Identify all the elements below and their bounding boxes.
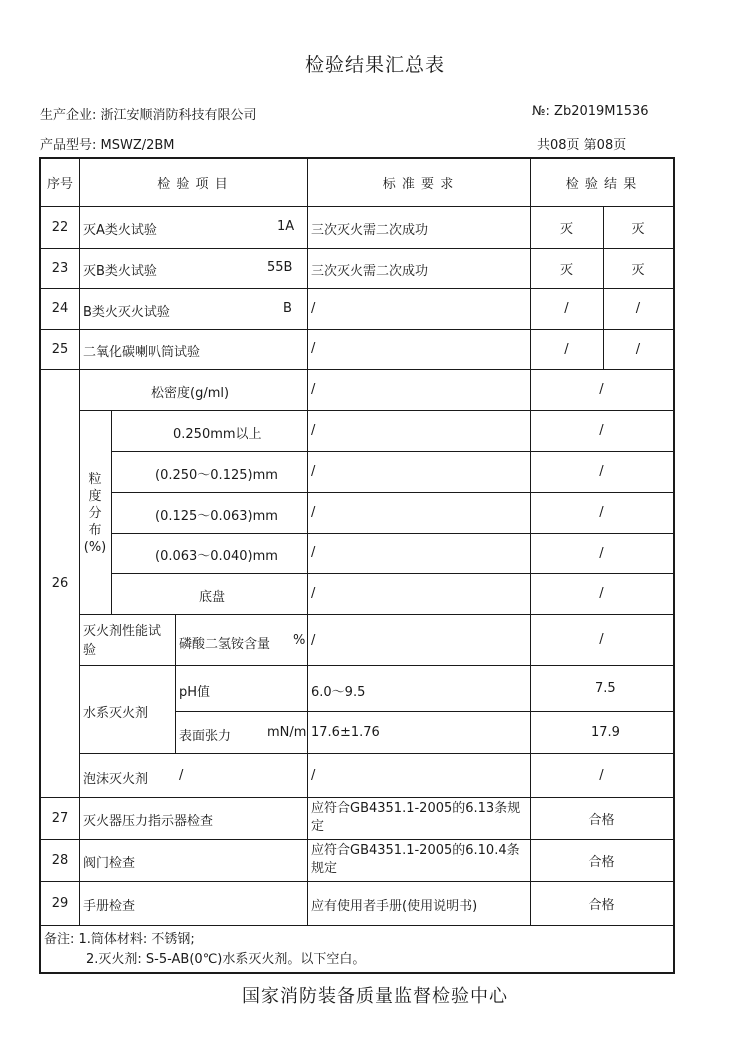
row-standard: 三次灭火需二次成功 xyxy=(311,223,429,238)
row-divider xyxy=(79,665,673,666)
row-result-1: / xyxy=(564,341,569,357)
row-seq: 23 xyxy=(51,260,69,276)
granularity-standard: / xyxy=(311,586,316,601)
agent-performance-standard: / xyxy=(311,633,316,648)
row-result-2: / xyxy=(635,341,641,357)
notes-line-2: 2.灭火剂: S-5-AB(0℃)水系灭火剂。以下空白。 xyxy=(86,952,366,967)
product-model: 产品型号: MSWZ/2BM xyxy=(40,138,175,153)
row-divider xyxy=(41,925,673,926)
row-seq: 25 xyxy=(51,341,69,357)
row-seq: 22 xyxy=(51,219,69,235)
row-standard: / xyxy=(311,341,316,356)
header-seq: 序号 xyxy=(46,177,73,192)
producer: 生产企业: 浙江安顺消防科技有限公司 xyxy=(40,108,257,123)
ph-standard: 6.0～9.5 xyxy=(311,685,366,700)
row-result-2: 灭 xyxy=(631,262,645,278)
agent-performance-unit: % xyxy=(293,633,306,648)
water-based-group: 水系灭火剂 xyxy=(83,706,149,721)
granularity-item: 底盘 xyxy=(199,590,226,605)
row-result-1: / xyxy=(564,301,569,316)
ph-item: pH值 xyxy=(179,685,211,700)
row-seq: 28 xyxy=(51,852,69,868)
row-level: 55B xyxy=(267,260,293,275)
row-result-2: 灭 xyxy=(631,221,645,237)
result-table xyxy=(39,157,675,974)
row-result-1: 灭 xyxy=(559,221,573,237)
row-item: 二氧化碳喇叭筒试验 xyxy=(83,345,201,360)
foam-item: / xyxy=(179,768,184,783)
row-level: 1A xyxy=(277,219,295,234)
row-standard: 三次灭火需二次成功 xyxy=(311,264,429,279)
agent-performance-group: 灭火剂性能试验 xyxy=(83,624,162,658)
row-item: 灭火器压力指示器检查 xyxy=(83,814,214,829)
page-count: 共08页 第08页 xyxy=(537,138,627,153)
row-standard: 应符合GB4351.1-2005的6.10.4条规定 xyxy=(311,843,520,876)
header-standard: 标 准 要 求 xyxy=(382,177,455,192)
issuing-organization: 国家消防装备质量监督检验中心 xyxy=(242,986,508,1007)
row-seq: 26 xyxy=(51,575,69,591)
bulk-density-item: 松密度(g/ml) xyxy=(151,386,230,401)
row-divider xyxy=(175,711,673,712)
row-result: 合格 xyxy=(588,854,615,870)
row-result: 合格 xyxy=(588,897,615,913)
granularity-group-label: 粒 度 分 布 (%) xyxy=(83,472,107,555)
header-result: 检 验 结 果 xyxy=(565,177,638,192)
row-standard: / xyxy=(311,301,316,316)
row-result-1: 灭 xyxy=(559,262,573,278)
row-item: B类火灭火试验 xyxy=(83,305,170,320)
granularity-result: / xyxy=(599,423,604,438)
foam-result: / xyxy=(599,767,604,783)
row-seq: 29 xyxy=(51,895,69,911)
page-title: 检验结果汇总表 xyxy=(304,54,445,76)
granularity-standard: / xyxy=(311,423,316,438)
surface-tension-unit: mN/m xyxy=(267,725,307,740)
report-number: №: Zb2019M1536 xyxy=(532,104,649,119)
granularity-item: 0.250mm以上 xyxy=(173,427,262,442)
surface-tension-standard: 17.6±1.76 xyxy=(311,725,380,740)
row-item: 阀门检查 xyxy=(83,856,136,871)
row-result-2: / xyxy=(635,301,641,316)
column-divider xyxy=(307,159,308,925)
row-level: B xyxy=(283,301,292,316)
ph-result: 7.5 xyxy=(595,681,616,696)
foam-group: 泡沫灭火剂 xyxy=(83,772,149,787)
header-item: 检 验 项 目 xyxy=(157,177,229,192)
granularity-item: (0.250～0.125)mm xyxy=(155,468,278,483)
granularity-standard: / xyxy=(311,505,316,520)
surface-tension-item: 表面张力 xyxy=(179,729,232,744)
column-divider xyxy=(175,614,176,753)
bulk-density-standard: / xyxy=(311,382,316,397)
surface-tension-result: 17.9 xyxy=(591,725,620,740)
granularity-standard: / xyxy=(311,545,316,560)
row-standard: 应有使用者手册(使用说明书) xyxy=(311,899,478,914)
row-result: 合格 xyxy=(588,812,615,828)
row-item: 灭B类火试验 xyxy=(83,264,157,279)
bulk-density-result: / xyxy=(599,382,604,397)
granularity-result: / xyxy=(599,505,604,520)
agent-performance-item: 磷酸二氢铵含量 xyxy=(179,637,271,652)
row-seq: 24 xyxy=(51,301,69,316)
foam-standard: / xyxy=(311,768,316,783)
row-item: 灭A类火试验 xyxy=(83,223,157,238)
row-standard: 应符合GB4351.1-2005的6.13条规定 xyxy=(311,801,521,834)
granularity-result: / xyxy=(599,545,604,561)
column-divider xyxy=(111,410,112,614)
granularity-item: (0.125～0.063)mm xyxy=(155,509,278,524)
agent-performance-result: / xyxy=(599,632,604,647)
granularity-item: (0.063～0.040)mm xyxy=(155,549,278,564)
row-seq: 27 xyxy=(51,810,69,826)
granularity-standard: / xyxy=(311,464,316,479)
row-item: 手册检查 xyxy=(83,899,136,914)
granularity-result: / xyxy=(599,464,604,479)
granularity-result: / xyxy=(599,586,604,601)
notes-line-1: 备注: 1.筒体材料: 不锈钢; xyxy=(44,932,195,947)
